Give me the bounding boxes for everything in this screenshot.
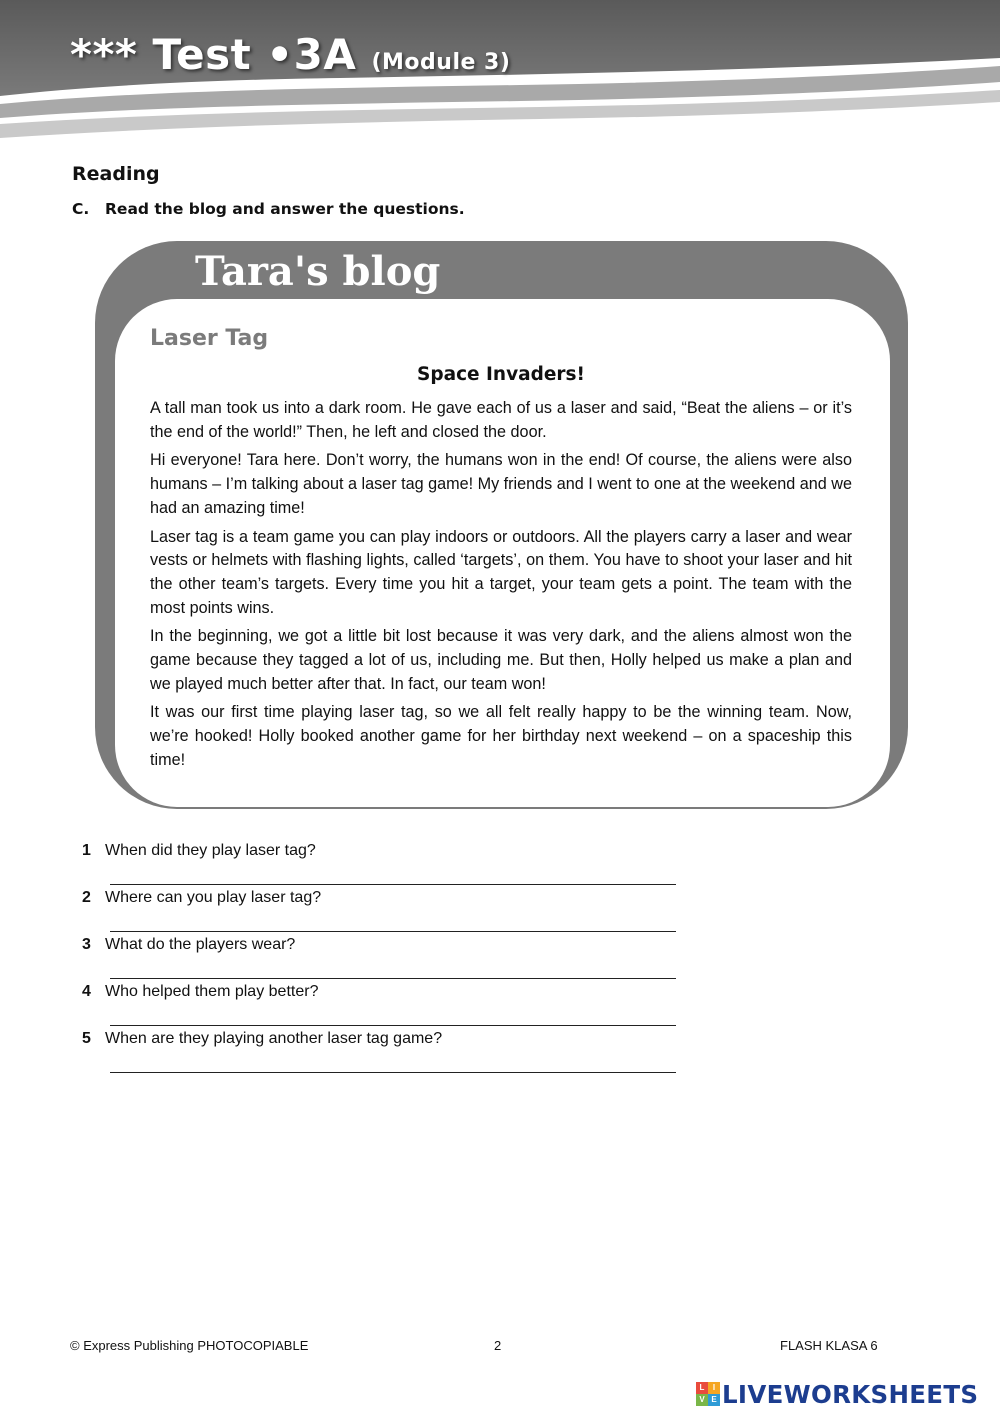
answer-line[interactable] xyxy=(110,1025,676,1026)
question-text: Where can you play laser tag? xyxy=(105,889,322,906)
answer-line[interactable] xyxy=(110,931,676,932)
blog-logo: Tara's blog xyxy=(195,248,441,295)
question-number: 1 xyxy=(82,842,91,859)
blog-body xyxy=(150,397,852,778)
logo-tile: L xyxy=(696,1382,708,1394)
logo-tile: I xyxy=(708,1382,720,1394)
footer-course: FLASH KLASA 6 xyxy=(780,1338,878,1353)
liveworksheets-brand[interactable] xyxy=(696,1376,978,1412)
question-number: 2 xyxy=(82,889,91,906)
answer-line[interactable] xyxy=(110,978,676,979)
question-number: 5 xyxy=(82,1030,91,1047)
question-text: Who helped them play better? xyxy=(105,983,319,1000)
footer-copyright: © Express Publishing PHOTOCOPIABLE xyxy=(70,1338,309,1353)
liveworksheets-logo-icon xyxy=(696,1382,720,1406)
header-banner xyxy=(0,0,1000,150)
question-number: 4 xyxy=(82,983,91,1000)
blog-post-title: Space Invaders! xyxy=(417,364,585,385)
blog-paragraph: Laser tag is a team game you can play indoors or outdoors. All the players carry a laser and wear vests or helmets with flashing lights, called ‘targets’, on them. You have to shoot your laser and hit the other team’s targets. Every time you hit a target, your team gets a point. The team with the most points wins. xyxy=(150,527,852,617)
blog-paragraph: It was our first time playing laser tag, so we all felt really happy to be the winning team. Now, we’re hooked! Holly booked another game for her birthday next weekend – on a spaceship this time! xyxy=(150,703,852,769)
logo-tile: V xyxy=(696,1394,708,1406)
blog-category: Laser Tag xyxy=(150,326,269,351)
task-letter: C. xyxy=(72,200,90,218)
blog-paragraph: A tall man took us into a dark room. He gave each of us a laser and said, “Beat the aliens – or it’s the end of the world!” Then, he left and closed the door. xyxy=(150,399,852,441)
blog-paragraph: Hi everyone! Tara here. Don’t worry, the humans won in the end! Of course, the aliens were also humans – I’m talking about a laser tag game! My friends and I went to one at the weekend and we had an amazing time! xyxy=(150,451,852,517)
question-item xyxy=(70,842,690,889)
task-instruction xyxy=(72,200,465,218)
question-list xyxy=(70,842,690,1077)
question-number: 3 xyxy=(82,936,91,953)
test-title-module: (Module 3) xyxy=(371,50,511,75)
question-text: When did they play laser tag? xyxy=(105,842,316,859)
answer-line[interactable] xyxy=(110,884,676,885)
section-heading: Reading xyxy=(72,163,160,185)
question-item xyxy=(70,1030,690,1077)
question-item xyxy=(70,889,690,936)
question-item xyxy=(70,936,690,983)
test-title-main: *** Test •3A xyxy=(70,30,357,79)
liveworksheets-wordmark: LIVEWORKSHEETS xyxy=(722,1379,979,1409)
answer-line[interactable] xyxy=(110,1072,676,1073)
footer-page-number: 2 xyxy=(494,1338,502,1353)
question-text: When are they playing another laser tag game? xyxy=(105,1030,443,1047)
task-text: Read the blog and answer the questions. xyxy=(105,200,465,218)
question-text: What do the players wear? xyxy=(105,936,296,953)
logo-tile: E xyxy=(708,1394,720,1406)
test-title xyxy=(70,30,510,79)
question-item xyxy=(70,983,690,1030)
blog-paragraph: In the beginning, we got a little bit lost because it was very dark, and the aliens almost won the game because they tagged a lot of us, including me. But then, Holly helped us make a plan and we played much better after that. In fact, our team won! xyxy=(150,627,852,693)
